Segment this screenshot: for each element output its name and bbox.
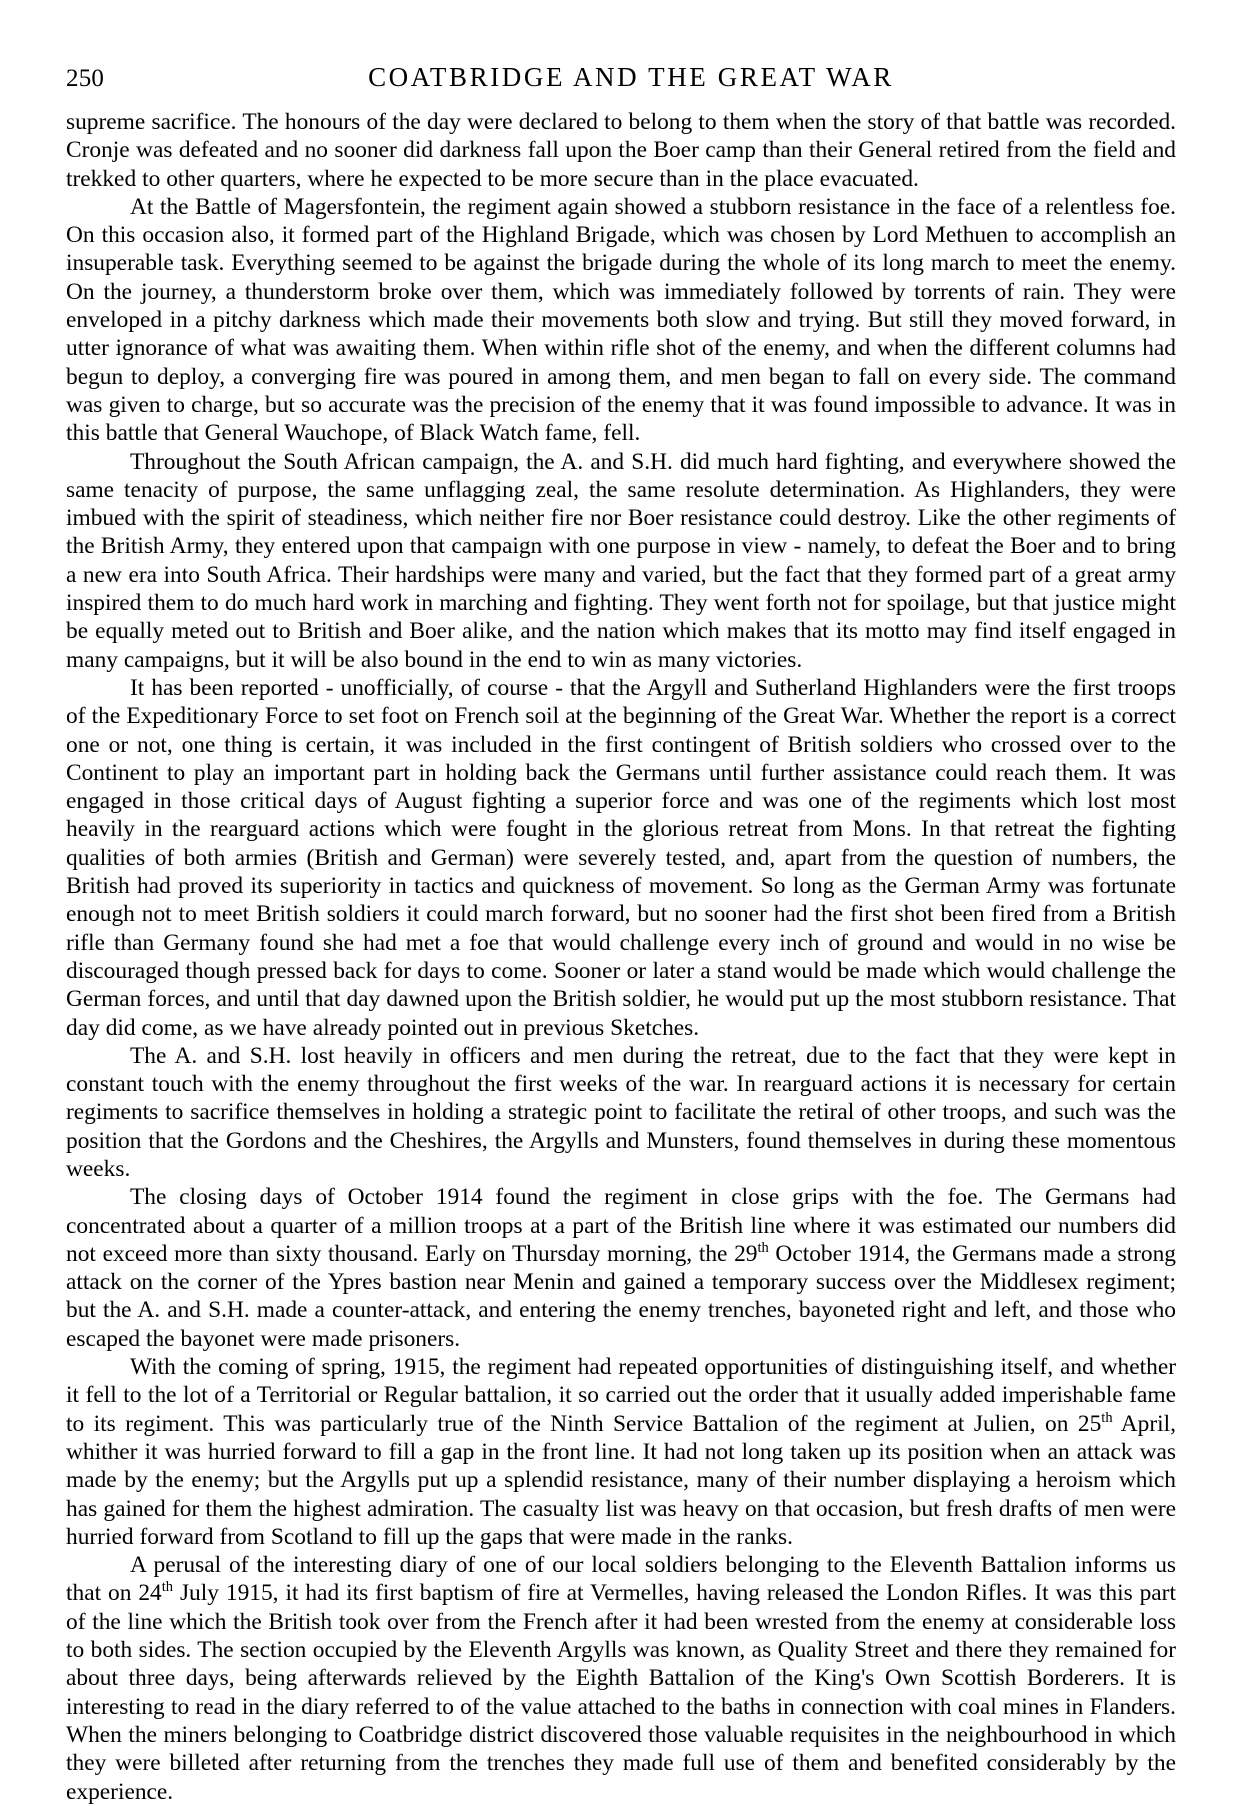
para-spring-1915: With the coming of spring, 1915, the regiment had repeated opportunities of distinguishing itself, and whether it fell to the lot of a Territorial or Regular battalion, it so carried out the order that it usually added imperishable fame to its regiment. This was particularly true of the Ninth Service Battalion of the regiment at Julien, on 25th April, whither it was hurried forward to fill a gap in the front line. It had not long taken up its position when an attack was made by the enemy; but the Argylls put up a splendid resistance, many of their number displaying a heroism which has gained for them the highest admiration. The casualty list was heavy on that occasion, but fresh drafts of men were hurried forward from Scotland to fill up the gaps that were made in the ranks.: [66, 1354, 1176, 1550]
para-magersfontein: At the Battle of Magersfontein, the regiment again showed a stubborn resistance in the face of a relentless foe. On this occasion also, it formed part of the Highland Brigade, which was chosen by Lord Methuen to accomplish an insuperable task. Everything seemed to be against the brigade during the whole of its long march to meet the enemy. On the journey, a thunderstorm broke over them, which was immediately followed by torrents of rain. They were enveloped in a pitchy darkness which made their movements both slow and trying. But still they moved forward, in utter ignorance of what was awaiting them. When within rifle shot of the enemy, and when the different columns had begun to deploy, a converging fire was poured in among them, and men began to fall on every side. The command was given to charge, but so accurate was the precision of the enemy that it was found impossible to advance. It was in this battle that General Wauchope, of Black Watch fame, fell.: [66, 193, 1176, 447]
ordinal-suffix: th: [1101, 1409, 1113, 1426]
page-number: 250: [66, 65, 105, 92]
para-expeditionary-force: It has been reported - unofficially, of course - that the Argyll and Sutherland Highlanders were the first troops of the Expeditionary Force to set foot on French soil at the beginning of the Great War. Whether the report is a correct one or not, one thing is certain, it was included in the first contingent of British soldiers who crossed over to the Continent to play an important part in holding back the Germans until further assistance could reach them. It was engaged in those critical days of August fighting a superior force and was one of the regiments which lost most heavily in the rearguard actions which were fought in the glorious retreat from Mons. In that retreat the fighting qualities of both armies (British and German) were severely tested, and, apart from the question of numbers, the British had proved its superiority in tactics and quickness of movement. So long as the German Army was fortunate enough not to meet British soldiers it could march forward, but no sooner had the first shot been fired from a British rifle than Germany found she had met a foe that would challenge every inch of ground and would in no wise be discouraged though pressed back for days to come. Sooner or later a stand would be made which would challenge the German forces, and until that day dawned upon the British soldier, he would put up the most stubborn resistance. That day did come, as we have already pointed out in previous Sketches.: [66, 674, 1176, 1041]
para-lost-heavily: The A. and S.H. lost heavily in officers and men during the retreat, due to the fact that they were kept in constant touch with the enemy throughout the first weeks of the war. In rearguard actions it is necessary for certain regiments to sacrifice themselves in holding a strategic point to facilitate the retiral of other troops, and such was the position that the Gordons and the Cheshires, the Argylls and Munsters, found themselves in during these momentous weeks.: [66, 1042, 1176, 1182]
page-header: [66, 62, 1176, 96]
para-october-1914: The closing days of October 1914 found the regiment in close grips with the foe. The Germans had concentrated about a quarter of a million troops at a part of the British line where it was estimated our numbers did not exceed more than sixty thousand. Early on Thursday morning, the 29th October 1914, the Germans made a strong attack on the corner of the Ypres bastion near Menin and gained a temporary success over the Middlesex regiment; but the A. and S.H. made a counter-attack, and entering the enemy trenches, bayoneted right and left, and those who escaped the bayonet were made prisoners.: [66, 1184, 1176, 1352]
para-south-african-campaign: Throughout the South African campaign, the A. and S.H. did much hard fighting, and everywhere showed the same tenacity of purpose, the same unflagging zeal, the same resolute determination. As Highlanders, they were imbued with the spirit of steadiness, which neither fire nor Boer resistance could destroy. Like the other regiments of the British Army, they entered upon that campaign with one purpose in view - namely, to defeat the Boer and to bring a new era into South Africa. Their hardships were many and varied, but the fact that they formed part of a great army inspired them to do much hard work in marching and fighting. They went forth not for spoilage, but that justice might be equally meted out to British and Boer alike, and the nation which makes that its motto may find itself engaged in many campaigns, but it will be also bound in the end to win as many victories.: [66, 448, 1176, 673]
ordinal-suffix: th: [161, 1579, 174, 1596]
running-head-title: COATBRIDGE AND THE GREAT WAR: [368, 62, 894, 92]
body-text-column: [66, 108, 1176, 1806]
para-supreme-sacrifice: supreme sacrifice. The honours of the day were declared to belong to them when the story of that battle was recorded. Cronje was defeated and no sooner did darkness fall upon the Boer camp than their General retired from the field and trekked to other quarters, where he expected to be more secure than in the place evacuated.: [66, 109, 1176, 192]
para-diary-perusal: A perusal of the interesting diary of one of our local soldiers belonging to the Eleventh Battalion informs us that on 24th July 1915, it had its first baptism of fire at Vermelles, having released the London Rifles. It was this part of the line which the British took over from the French after it had been wrested from the enemy at considerable loss to both sides. The section occupied by the Eleventh Argylls was known, as Quality Street and there they remained for about three days, being afterwards relieved by the Eighth Battalion of the King's Own Scottish Borderers. It is interesting to read in the diary referred to of the value attached to the baths in connection with coal mines in Flanders. When the miners belonging to Coatbridge district discovered those valuable requisites in the neighbourhood in which they were billeted after returning from the trenches they made full use of them and benefited considerably by the experience.: [66, 1552, 1176, 1805]
ordinal-suffix: th: [757, 1240, 769, 1257]
